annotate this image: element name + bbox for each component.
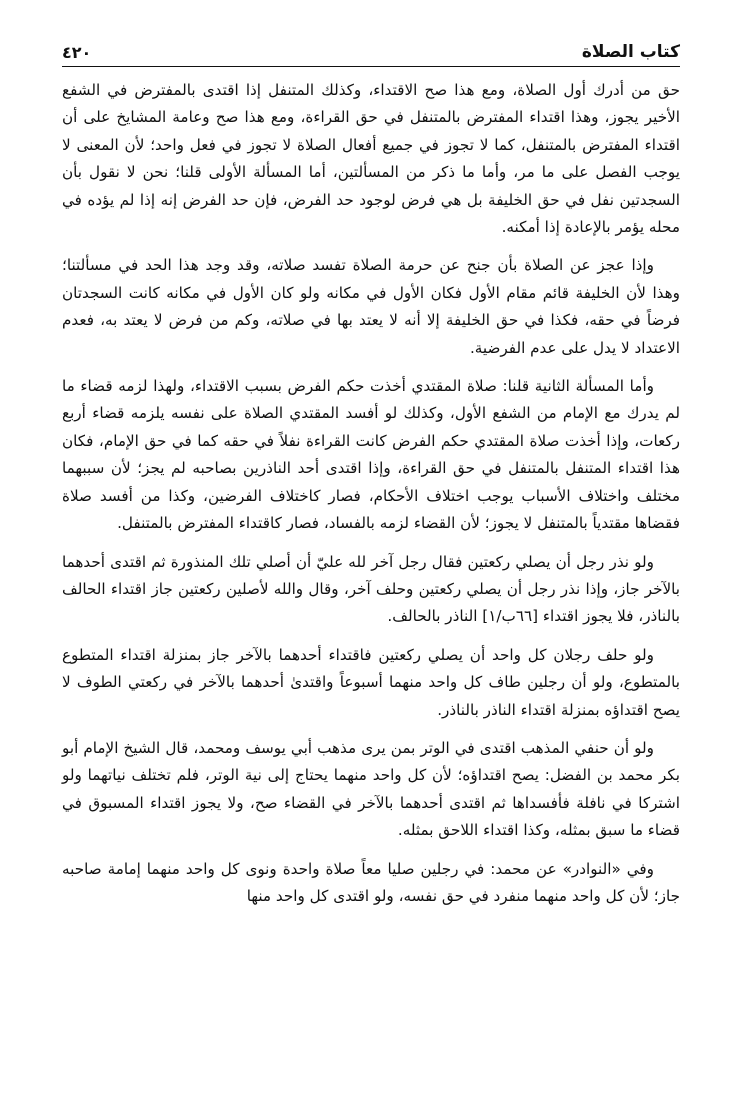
- running-title: كتاب الصلاة: [581, 42, 680, 62]
- paragraph-2: وإذا عجز عن الصلاة بأن جنح عن حرمة الصلاة تفسد صلاته، وقد وجد هذا الحد في مسألتنا؛ وهذا لأن الخليفة قائم مقام الأول فكان الأول في مكانه ولو كان الأول في مكانه كانت السجدتان فرضاً في حقه، فكذا في حق الخليفة إلا أنه لا يعتد بها في صلاته، وكم من فرض لا يعتد به، فعدم الاعتداد لا يدل على عدم الفرضية.: [62, 256, 680, 357]
- body-text: [62, 77, 680, 910]
- paragraph-6: ولو أن حنفي المذهب اقتدى في الوتر بمن يرى مذهب أبي يوسف ومحمد، قال الشيخ الإمام أبو بكر محمد بن الفضل: يصح اقتداؤه؛ لأن كل واحد منهما يحتاج إلى نية الوتر، فلم تختلف نياتهما ولو اشتركا في نافلة فأفسداها ثم اقتدى أحدهما بالآخر في القضاء صح، ولا يجوز اقتداء المسبوق في قضاء ما سبق بمثله، وكذا اقتداء اللاحق بمثله.: [62, 738, 680, 840]
- paragraph-7: وفي «النوادر» عن محمد: في رجلين صليا معاً صلاة واحدة ونوى كل واحد منهما إمامة صاحبه جاز؛ لأن كل واحد منهما منفرد في حق نفسه، ولو اقتدى كل واحد منها: [62, 859, 680, 905]
- paragraph-5: ولو حلف رجلان كل واحد أن يصلي ركعتين فاقتداء أحدهما بالآخر جاز بمنزلة اقتداء المتطوع بالمتطوع، ولو أن رجلين طاف كل واحد منهما أسبوعاً واقتدىٰ أحدهما بالآخر في ركعتي الطوف لا يصح اقتداؤه بمنزلة اقتداء الناذر بالناذر.: [62, 645, 680, 719]
- paragraph-4: ولو نذر رجل أن يصلي ركعتين فقال رجل آخر لله عليّ أن أصلي تلك المنذورة ثم اقتدى أحدهما بالآخر جاز، وإذا نذر رجل أن يصلي ركعتين وحلف آخر، وقال والله لأصلين ركعتين جاز اقتداء الحالف بالناذر، فلا يجوز اقتداء [٦٦ب/١] الناذر بالحالف.: [62, 552, 680, 626]
- book-page: [62, 36, 680, 921]
- page-number: ٤٢٠: [62, 43, 92, 62]
- paragraph-1: حق من أدرك أول الصلاة، ومع هذا صح الاقتداء، وكذلك المتنفل إذا اقتدى بالمفترض في الشفع الأخير يجوز، وهذا اقتداء المفترض بالمتنفل في حق القراءة، ومع هذا صح وعامة المشايخ على أن اقتداء المفترض بالمتنفل، كما لا تجوز في جميع أفعال الصلاة لا تجوز في فعل واحد؛ لأن المعنى لا يوجب الفصل على ما مر، وأما ما ذكر من المسألتين، أما المسألة الأولى قلنا؛ نحن لا نقول بأن السجدتين نفل في حق الخليفة بل هي فرض لوجود حد الفرض، فإن حد الفرض إنه إذا لم يؤده في محله يؤمر بالإعادة إذا أمكنه.: [62, 81, 680, 237]
- page-header: [62, 36, 680, 67]
- paragraph-3: وأما المسألة الثانية قلنا: صلاة المقتدي أخذت حكم الفرض بسبب الاقتداء، ولهذا لزمه قضاء ما لم يدرك مع الإمام من الشفع الأول، وكذلك لو أفسد المقتدي الصلاة على نفسه يلزمه قضاء أربع ركعات، وإذا أخذت صلاة المقتدي حكم الفرض كانت القراءة نفلاً في حقه كما في حق الإمام، فكان هذا اقتداء المتنفل بالمتنفل في حق القراءة، وإذا اقتدى أحد الناذرين بصاحبه لم يجز؛ لأن سببهما مختلف واختلاف الأسباب يوجب اختلاف الأحكام، فصار كاختلاف الفرضين، وكذا من أفسد صلاة فقضاها مقتدياً بالمتنفل لا يجوز؛ لأن القضاء لزمه بالفساد، فصار كاقتداء المفترض بالمتنفل.: [62, 377, 680, 533]
